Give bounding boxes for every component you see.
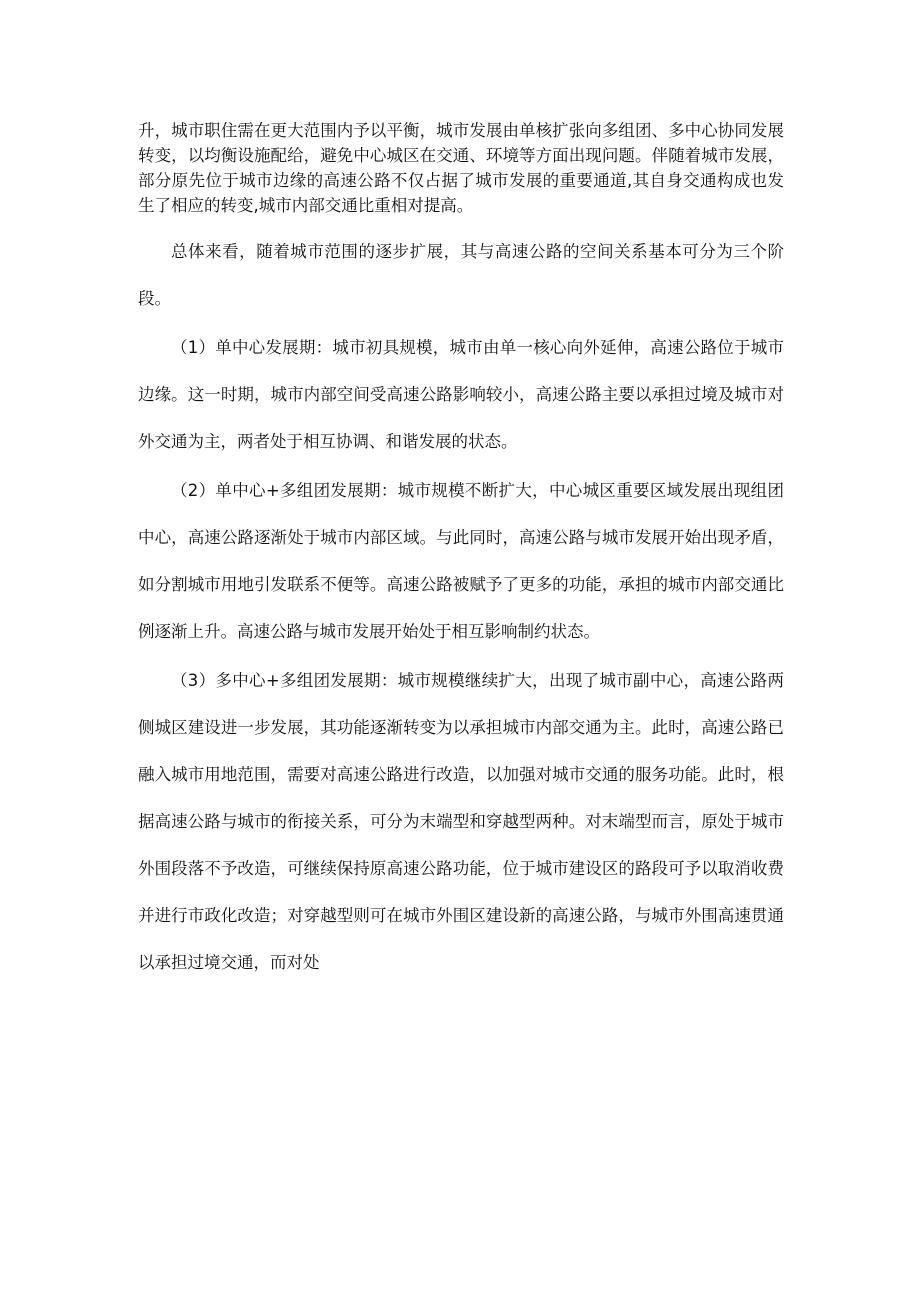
paragraph-stage-3: （3）多中心+多组团发展期：城市规模继续扩大，出现了城市副中心，高速公路两侧城区建设进一步发展，其功能逐渐转变为以承担城市内部交通为主。此时，高速公路已融入城市用地范围，需要对高速公路进行改造，以加强对城市交通的服务功能。此时，根据高速公路与城市的衔接关系，可分为末端型和穿越型两种。对末端型而言，原处于城市外围段落不予改造，可继续保持原高速公路功能，位于城市建设区的路段可予以取消收费并进行市政化改造；对穿越型则可在城市外围区建设新的高速公路，与城市外围高速贯通以承担过境交通，而对处 bbox=[138, 671, 784, 972]
paragraph-overview: 总体来看，随着城市范围的逐步扩展，其与高速公路的空间关系基本可分为三个阶段。 bbox=[138, 242, 784, 308]
paragraph-stage-2: （2）单中心+多组团发展期：城市规模不断扩大，中心城区重要区域发展出现组团中心，高速公路逐渐处于城市内部区域。与此同时，高速公路与城市发展开始出现矛盾，如分割城市用地引发联系不便等。高速公路被赋予了更多的功能，承担的城市内部交通比例逐渐上升。高速公路与城市发展开始处于相互影响制约状态。 bbox=[138, 481, 784, 641]
paragraph-continuation: 升，城市职住需在更大范围内予以平衡，城市发展由单核扩张向多组团、多中心协同发展转变，以均衡设施配给，避免中心城区在交通、环境等方面出现问题。伴随着城市发展，部分原先位于城市边缘的高速公路不仅占据了城市发展的重要通道,其自身交通构成也发生了相应的转变,城市内部交通比重相对提高。 bbox=[138, 121, 784, 215]
paragraph-stage-1: （1）单中心发展期：城市初具规模，城市由单一核心向外延伸，高速公路位于城市边缘。这一时期，城市内部空间受高速公路影响较小，高速公路主要以承担过境及城市对外交通为主，两者处于相互协调、和谐发展的状态。 bbox=[138, 338, 784, 451]
document-body bbox=[138, 118, 784, 986]
